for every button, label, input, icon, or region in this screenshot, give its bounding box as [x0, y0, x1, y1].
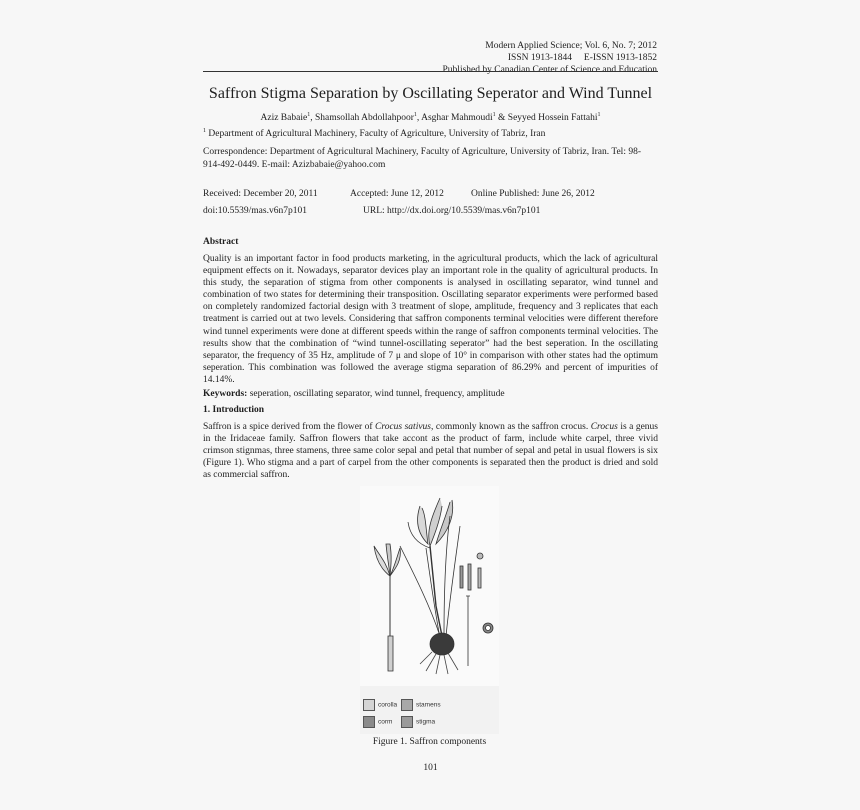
legend-label: stamens — [416, 701, 441, 709]
paper-title: Saffron Stigma Separation by Oscillating Seperator and Wind Tunnel — [208, 85, 653, 102]
issn-line: ISSN 1913-1844 E-ISSN 1913-1852 — [507, 53, 657, 63]
affiliation-text: Department of Agricultural Machinery, Faculty of Agriculture, University of Tabriz, Iran — [208, 129, 546, 140]
author-name: Aziz Babaie — [260, 113, 308, 124]
keywords-text: seperation, oscillating separator, wind tunnel, frequency, amplitude — [249, 389, 505, 399]
introduction-text — [203, 421, 658, 481]
abstract-text: Quality is an important factor in food products marketing, in the agricultural products, which the lack of agricultural equipment effects on it. Nowadays, separator devices play an important role in the quality of agricultural products. In this study, the separation of stigma from other components is analysed in oscillating separator, wind tunnel and combination of two states for determining their transposition. Oscillating separator experiments were performed based on completely randomized factorial design with 3 treatment of slope, amplitude, frequency and 3 replicates that each treatment is carried out at two levels. Considering that saffron components terminal velocities were different therefore wind tunnel experiments were done at different speeds within the range of saffron components terminal velocities. The results show that the combination of “wind tunnel-oscillating seperator” had the best seperation. In the oscillating separator, the frequency of 35 Hz, amplitude of 7 μ and slope of 10° in comparison with other states had the optimum seperation. This combination was followed the average stigma separation of 86.29% and percent of impurities of 14.14%. — [203, 254, 658, 385]
section-heading: 1. Introduction — [203, 405, 265, 415]
page-number: 101 — [423, 763, 438, 773]
received-date: Received: December 20, 2011 — [203, 189, 318, 199]
published-date: Online Published: June 26, 2012 — [471, 189, 595, 199]
species-name: Crocus sativus — [375, 422, 432, 432]
author-sup: 1 — [492, 112, 496, 118]
legend-item-corm — [363, 716, 392, 728]
abstract-heading: Abstract — [203, 237, 239, 247]
header-rule — [203, 71, 658, 72]
affiliation — [203, 128, 658, 139]
intro-part1: Saffron is a spice derived from the flower of — [203, 422, 376, 432]
legend-label: corolla — [378, 701, 398, 709]
legend-swatch — [363, 716, 375, 728]
doi-url[interactable]: URL: http://dx.doi.org/10.5539/mas.v6n7p101 — [363, 206, 541, 216]
correspondence: Correspondence: Department of Agricultural Machinery, Faculty of Agriculture, University of Tabriz, Iran. Tel: 98-914-492-0449. E-mail: Azizbabaie@yahoo.com — [203, 147, 642, 170]
legend-item-corolla — [363, 699, 397, 711]
author-name: Shamsollah Abdollahpoor — [314, 113, 414, 124]
author-sup: 1 — [413, 112, 417, 118]
legend-swatch — [401, 716, 413, 728]
legend-swatch — [363, 699, 375, 711]
author-list: Aziz Babaie$^1$, Shamsollah Abdollahpoor$^1$, Asghar Mahmoudi$^1$ & Seyyed Hossein Fattahi$^1$ — [260, 112, 601, 124]
publisher-line: Published by Canadian Center of Science and Education — [442, 65, 657, 75]
legend-swatch — [401, 699, 413, 711]
affiliation-sup: 1 — [203, 128, 206, 134]
figure-legend — [360, 686, 499, 734]
legend-item-stigma — [401, 716, 435, 728]
keywords-label: Keywords: — [203, 389, 248, 399]
legend-label: corm — [378, 718, 393, 726]
keywords — [203, 389, 658, 399]
author-name: Seyyed Hossein Fattahi — [507, 113, 598, 124]
intro-part3: is a genus in the Iridaceae family. Saffron flowers that take accont as the product of farm, include white carpel, three vivid crimson stignmas, three stamens, three same color sepal and petal that number of sepal and petal in usual flowers is six (Figure 1). Who stigma and a part of carpel from the other components is separated then the product is dried and sold as commercial saffron. — [203, 422, 659, 481]
legend-item-stamens — [401, 699, 441, 711]
legend-label: stigma — [416, 718, 436, 726]
doi-text: doi:10.5539/mas.v6n7p101 — [203, 206, 307, 216]
author-name: Asghar Mahmoudi — [421, 113, 493, 124]
saffron-plant-illustration — [360, 486, 499, 686]
figure-caption: Figure 1. Saffron components — [372, 737, 487, 747]
journal-line: Modern Applied Science; Vol. 6, No. 7; 2012 — [485, 41, 657, 51]
intro-part2: , commonly known as the saffron crocus. — [431, 422, 591, 432]
accepted-date: Accepted: June 12, 2012 — [350, 189, 444, 199]
genus-name: Crocus — [590, 422, 618, 432]
author-sup: 1 — [307, 112, 311, 118]
author-sup: 1 — [597, 112, 601, 118]
